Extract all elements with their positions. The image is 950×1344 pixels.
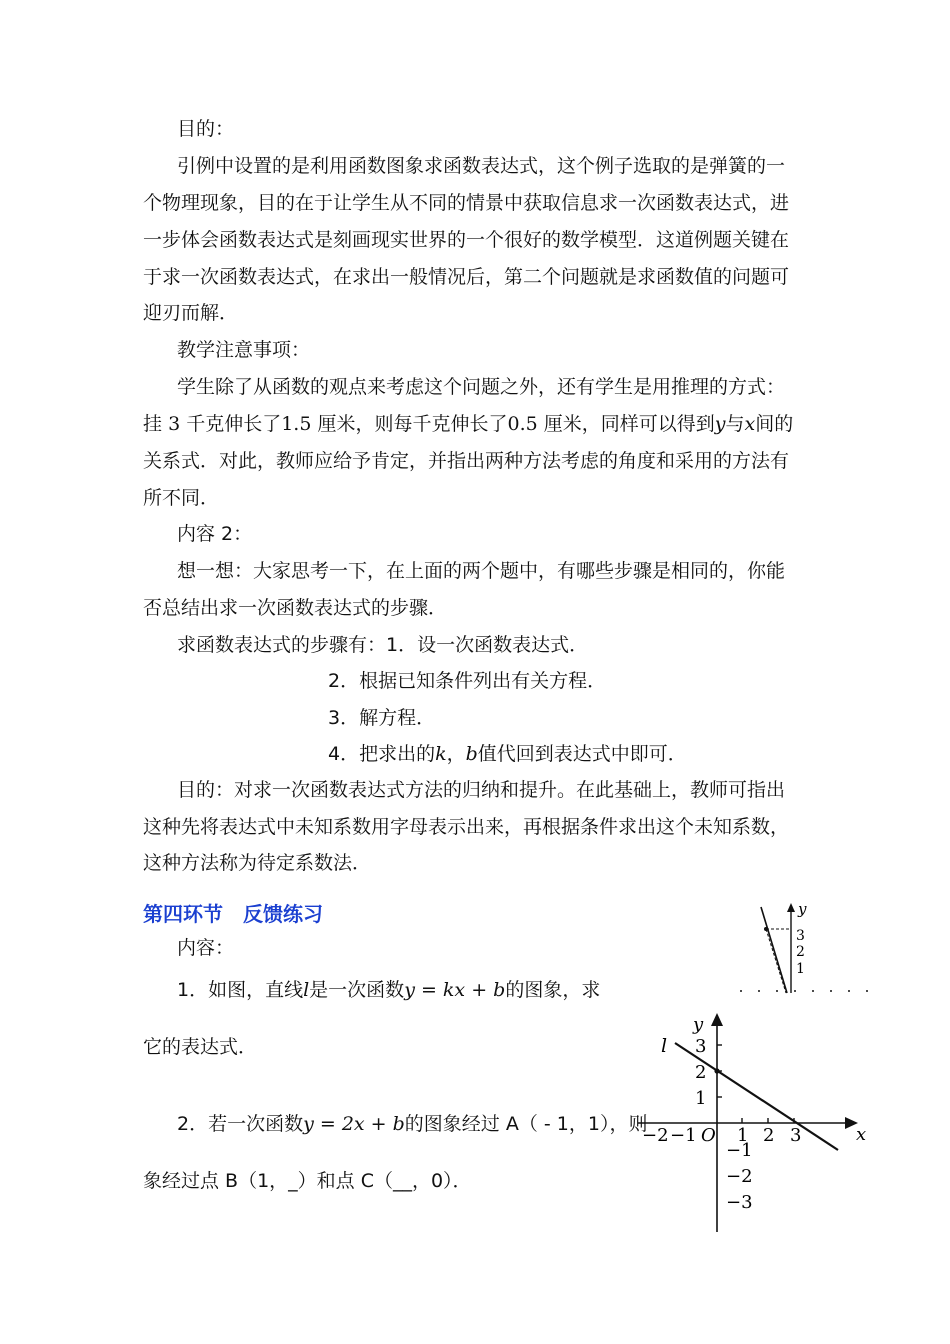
- step-4: [328, 741, 687, 767]
- content-label: 内容：: [177, 937, 235, 959]
- linear-function-graph: [628, 1008, 878, 1233]
- y-axis-label: y: [693, 1014, 704, 1035]
- paragraph-line: 引例中设置的是利用函数图象求函数表达式，这个例子选取的是弹簧的一: [177, 155, 786, 177]
- question-2: [177, 1111, 647, 1137]
- paragraph-line: 这种先将表达式中未知系数用字母表示出来，再根据条件求出这个未知系数，: [143, 816, 790, 838]
- paragraph-line: 这种方法称为待定系数法．: [143, 852, 372, 874]
- text-run: 间的: [755, 413, 794, 435]
- question-1-continued: 它的表达式．: [143, 1036, 258, 1058]
- text-run: 是一次函数: [309, 979, 405, 1001]
- number-run: 0.5: [507, 413, 538, 435]
- small-graph-figure: [740, 895, 880, 995]
- paragraph-line: 否总结出求一次函数表达式的步骤．: [143, 597, 448, 619]
- question-2-continued: 象经过点 B（1，_）和点 C（__，0）．: [143, 1170, 472, 1192]
- paragraph-line: 关系式．对此，教师应给予肯定，并指出两种方法考虑的角度和采用的方法有: [143, 450, 790, 472]
- paragraph-line: 迎刃而解．: [143, 302, 239, 324]
- content2-label: 内容 2：: [177, 523, 253, 545]
- text-run: 值代回到表达式中即可．: [477, 743, 687, 765]
- small-point: [764, 927, 768, 931]
- step-2: 2．根据已知条件列出有关方程．: [328, 670, 607, 692]
- text-run: 1．如图，直线: [177, 979, 304, 1001]
- number-run: 1.5: [281, 413, 312, 435]
- y-tick-label: 2: [695, 1062, 707, 1083]
- small-y-label: y: [798, 900, 807, 918]
- small-tick-label: 2: [796, 944, 805, 960]
- paragraph-line: 所不同．: [143, 487, 220, 509]
- text-run: 2．若一次函数: [177, 1113, 304, 1135]
- x-axis-label: x: [856, 1124, 867, 1145]
- paragraph-line: 想一想：大家思考一下，在上面的两个题中，有哪些步骤是相同的，你能: [177, 560, 786, 582]
- text-run: 厘米，同样可以得到: [543, 413, 715, 435]
- variable-k: k: [435, 743, 447, 765]
- text-run: 挂: [143, 413, 163, 435]
- text-run: 厘米，则每千克伸长了: [317, 413, 508, 435]
- step-1: 求函数表达式的步骤有：1．设一次函数表达式．: [177, 634, 589, 656]
- number-run: 3: [168, 413, 181, 435]
- equation: y = 2x + b: [303, 1113, 405, 1135]
- y-tick-label: −1: [726, 1140, 753, 1161]
- purpose-label: 目的：: [177, 118, 235, 140]
- paragraph-line: 学生除了从函数的观点来考虑这个问题之外，还有学生是用推理的方式：: [177, 376, 786, 398]
- text-run: 的图象，求: [505, 979, 601, 1001]
- variable-l: l: [303, 979, 310, 1001]
- small-y-arrow: [787, 903, 795, 912]
- question-1: [177, 977, 600, 1003]
- variable-x: x: [744, 413, 756, 435]
- x-tick-label: 3: [790, 1125, 802, 1146]
- y-tick-label: −3: [726, 1192, 753, 1213]
- line-label: l: [661, 1035, 668, 1057]
- x-tick-label: 1: [737, 1125, 749, 1146]
- small-tick-label: 3: [796, 928, 805, 944]
- text-run: 与: [725, 413, 745, 435]
- x-tick-label: −2: [642, 1125, 669, 1146]
- variable-y: y: [714, 413, 726, 435]
- small-dashed-guide: [766, 929, 786, 993]
- text-run: 千克伸长了: [186, 413, 282, 435]
- text-run: 4．把求出的: [328, 743, 436, 765]
- text-run: ，: [446, 743, 466, 765]
- small-tick-label: 1: [796, 961, 805, 977]
- section-heading: 第四环节 反馈练习: [143, 902, 323, 926]
- notes-label: 教学注意事项：: [177, 339, 311, 361]
- text-run: 的图象经过 A（ - 1，1），则: [404, 1113, 648, 1135]
- x-tick-label: 2: [763, 1125, 775, 1146]
- x-tick-label: −1: [670, 1125, 697, 1146]
- paragraph-line: 个物理现象，目的在于让学生从不同的情景中获取信息求一次函数表达式，进: [143, 192, 790, 214]
- paragraph-line-mixed: [143, 411, 793, 437]
- origin-label: O: [701, 1125, 716, 1146]
- paragraph-line: 目的：对求一次函数表达式方法的归纳和提升。在此基础上，教师可指出: [177, 779, 786, 801]
- y-tick-label: 1: [695, 1088, 707, 1109]
- equation: y = kx + b: [404, 979, 506, 1001]
- intercept-point: [714, 1068, 719, 1073]
- y-tick-label: −2: [726, 1166, 753, 1187]
- paragraph-line: 于求一次函数表达式，在求出一般情况后，第二个问题就是求函数值的问题可: [143, 266, 790, 288]
- paragraph-line: 一步体会函数表达式是刻画现实世界的一个很好的数学模型．这道例题关键在: [143, 229, 790, 251]
- variable-b: b: [465, 743, 478, 765]
- y-axis-arrow: [711, 1013, 723, 1026]
- step-3: 3．解方程．: [328, 707, 436, 729]
- small-line: [761, 907, 787, 993]
- y-tick-label: 3: [695, 1036, 707, 1057]
